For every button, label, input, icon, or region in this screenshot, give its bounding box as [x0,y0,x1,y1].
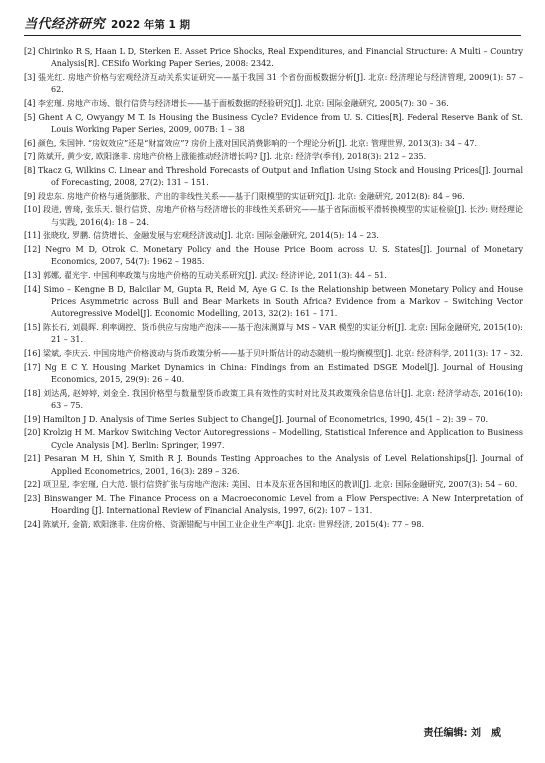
reference-item: [16] 梁斌, 李庆云. 中国房地产价格波动与货币政策分析——基于贝叶斯估计的动态随机一般均衡模型[J]. 北京: 经济科学, 2011(3): 17 – 32. [24,348,523,358]
reference-item: [4] 李宏瑾. 房地产市场、银行信贷与经济增长——基于面板数据的经验研究[J]. 北京: 国际金融研究, 2005(7): 30 – 36. [24,99,449,108]
reference-item: [17] Ng E C Y. Housing Market Dynamics in China: Findings from an Estimated DSGE Model[J]. Journal of Housing Economics, 2015, 29(9): 26 – 40. [24,362,523,384]
journal-name: 当代经济研究 [24,17,106,32]
reference-item: [6] 颜色, 朱国钟. “房奴效应”还是“财富效应”? 房价上涨对国民消费影响的一个理论分析[J]. 北京: 管理世界, 2013(3): 34 – 47. [24,138,478,148]
reference-list [24,46,523,532]
reference-item: [5] Ghent A C, Owyangy M T. Is Housing the Business Cycle? Evidence from U. S. Cities[R]. Federal Reserve Bank of St. Louis Working Paper Series, 2009, 007B: 1 – 38 [24,112,523,134]
reference-item: [7] 陈斌开, 黄少安, 欧阳涤非. 房地产价格上涨能推动经济增长吗? [J]. 北京: 经济学(季刊), 2018(3): 212 – 235. [24,152,427,162]
reference-item: [21] Pesaran M H, Shin Y, Smith R J. Bounds Testing Approaches to the Analysis of Level Relationships[J]. Journal of Applied Econometrics, 2001, 16(3): 289 – 326. [24,454,523,476]
issue-label: 2022 年第 1 期 [111,19,191,31]
reference-item: [3] 張光红. 房地产价格与宏观经济互动关系实证研究——基于我国 31 个省份面板数据分析[J]. 北京: 经济理论与经济管理, 2009(1): 57 – 62. [24,73,523,95]
reference-item: [13] 郭娜, 翟光宇. 中国利率政策与房地产价格的互动关系研究[J]. 武汉: 经济评论, 2011(3): 44 – 51. [24,270,387,280]
reference-item: [8] Tkacz G, Wilkins C. Linear and Threshold Forecasts of Output and Inflation Using Stock and Housing Prices[J]. Journal of Forecasting, 2008, 27(2): 131 – 151. [24,165,523,188]
reference-item: [2] Chirinko R S, Haan L D, Sterken E. Asset Price Shocks, Real Expenditures, and Financial Structure: A Multi – Country Analysis[R]. CESifo Working Paper Series, 2008: 2342. [24,47,523,69]
reference-item: [10] 段进, 曾琦, 张乐天. 银行信贷、房地产价格与经济增长的非线性关系研究——基于省际面板平滑转换模型的实证检验[J]. 长沙: 财经理论与实践, 2016(4): 18 – 24. [24,205,523,227]
responsible-editor: 责任编辑: 刘 威 [423,728,501,739]
reference-item: [15] 陈长石, 刘晨晖. 利率调控、货币供应与房地产泡沫——基于泡沫测算与 MS – VAR 模型的实证分析[J]. 北京: 国际金融研究, 2015(10): 21 – 31. [24,322,523,345]
reference-item: [12] Negro M D, Otrok C. Monetary Policy and the House Price Boom across U. S. States[J]. Journal of Monetary Economics, 2007, 54(7): 1962 – 1985. [24,244,523,267]
reference-item: [11] 张晓玫, 罗鹏. 信贷增长、金融发展与宏观经济波动[J]. 北京: 国际金融研究, 2014(5): 14 – 23. [24,231,379,241]
page-header [24,10,521,36]
reference-item: [20] Krolzig H M. Markov Switching Vector Autoregressions – Modelling, Statistical Inference and Application to Business Cycle Analysis [M]. Berlin: Springer, 1997. [24,428,523,450]
reference-item: [18] 刘达禹, 赵婷婷, 刘金全. 我国价格型与数量型货币政策工具有效性的实时对比及其政策残余信息估计[J]. 北京: 经济学动态, 2016(10): 63 – 75. [24,388,523,410]
reference-item: [19] Hamilton J D. Analysis of Time Series Subject to Change[J]. Journal of Econometrics, 1990, 45(1 – 2): 39 – 70. [24,414,489,424]
reference-item: [9] 段忠东. 房地产价格与通货膨胀、产出的非线性关系——基于门限模型的实证研究[J]. 北京: 金融研究, 2012(8): 84 – 96. [24,191,465,201]
reference-item: [14] Simo – Kengne B D, Balcilar M, Gupta R, Reid M, Aye G C. Is the Relationship between Monetary Policy and House Prices Asymmetric across Bull and Bear Markets in South Africa? Evidence from a Markov – Switching Vector Autoregressive Model[J]. Economic Modelling, 2013, 32(2): 161 – 171. [24,284,523,319]
reference-item: [22] 项卫星, 李宏瑾, 白大范. 银行信贷扩张与房地产泡沫: 美国、日本及东亚各国和地区的教训[J]. 北京: 国际金融研究, 2007(3): 54 – 60. [24,480,518,490]
reference-item: [24] 陈斌开, 金箭, 欧阳涤非. 住房价格、资源错配与中国工业企业生产率[J]. 北京: 世界经济, 2015(4): 77 – 98. [24,519,424,529]
reference-item: [23] Binswanger M. The Finance Process on a Macroeconomic Level from a Flow Perspective: A New Interpretation of Hoarding [J]. International Review of Financial Analysis, 1997, 6(2): 107 – 131. [24,493,523,516]
